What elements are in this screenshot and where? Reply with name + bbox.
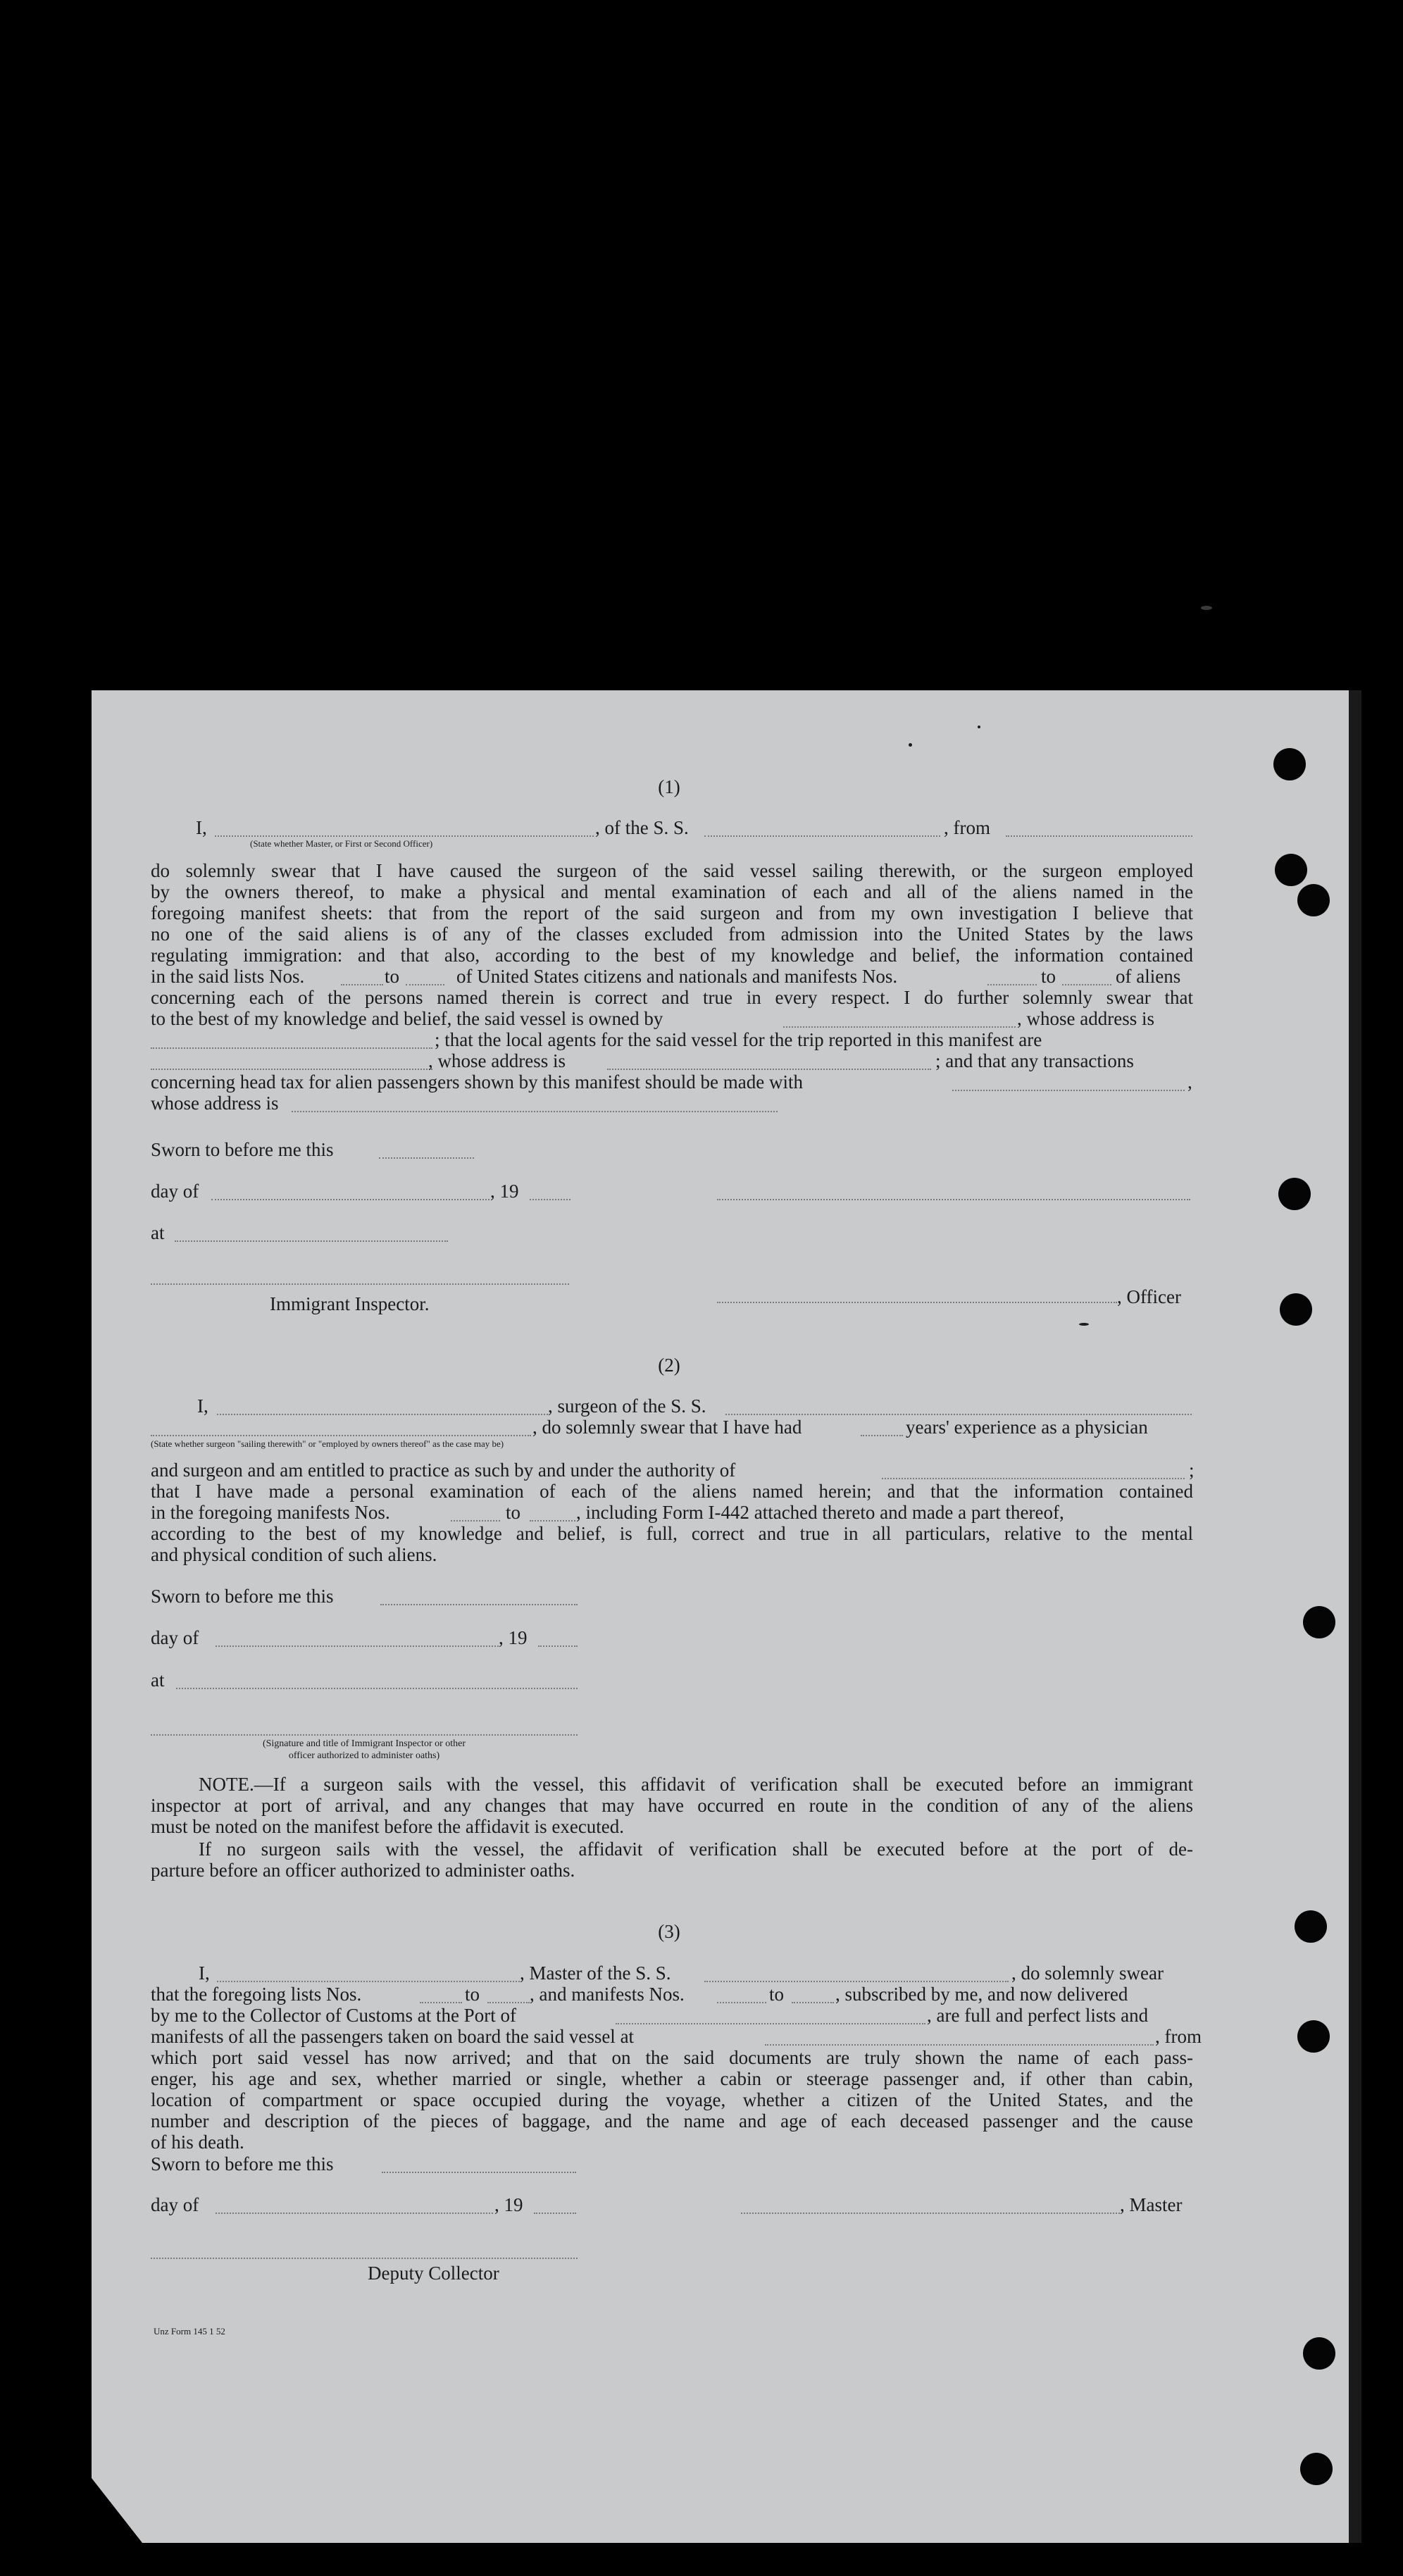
s3-year-label: , 19 (494, 2194, 523, 2215)
s2-manifest-from-field[interactable] (451, 1520, 500, 1522)
surgeon-status-field[interactable] (151, 1435, 531, 1436)
sheet-edge-shadow (1349, 690, 1361, 2543)
ink-speck (1201, 606, 1212, 610)
note2-line-1: If no surgeon sails with the vessel, the affidavit of verification shall be executed before at the port of de- (199, 1838, 1193, 1860)
lists-nos-to-field[interactable] (406, 984, 444, 985)
s1-i-label: I, (196, 817, 207, 838)
s3-manifests-a: manifests of all the passengers taken on board the said vessel at (151, 2026, 635, 2047)
s2-belief-line: according to the best of my knowledge and belief, is full, correct and true in all particulars, relative to the mental (151, 1523, 1193, 1544)
s2-year-field[interactable] (538, 1645, 578, 1647)
ink-speck (909, 743, 912, 747)
s2-day-of-label: day of (151, 1627, 199, 1648)
s3-month-field[interactable] (216, 2213, 493, 2214)
authority-field[interactable] (882, 1478, 1185, 1479)
signature-caption-2: officer authorized to administer oaths) (288, 1750, 440, 1761)
s3-sworn-day-field[interactable] (382, 2172, 576, 2173)
s2-signature-line[interactable] (151, 1734, 578, 1736)
s3-manifests-b: , from (1155, 2026, 1202, 2047)
s1-line-6b: to (385, 966, 400, 987)
signature-caption-1: (Signature and title of Immigrant Inspector or other (262, 1738, 466, 1749)
section-1-number: (1) (658, 776, 680, 797)
s2-exam-line: that I have made a personal examination of each of the aliens named herein; and that the information contained (151, 1481, 1193, 1502)
lists-nos-from-field[interactable] (341, 984, 383, 985)
s3-lists-from-field[interactable] (420, 2002, 462, 2003)
s3-master-of-label: , Master of the S. S. (520, 1962, 671, 1984)
punch-hole (1297, 2020, 1330, 2053)
port-of-embarkation-field[interactable] (765, 2044, 1154, 2046)
s2-manifest-to-field[interactable] (530, 1520, 575, 1522)
s1-year-label: , 19 (490, 1181, 519, 1202)
ink-speck (978, 726, 980, 728)
manifests-nos-from-field[interactable] (987, 984, 1037, 985)
note2-line-2: parture before an officer authorized to administer oaths. (151, 1860, 575, 1881)
s1-line-6d: to (1041, 966, 1056, 987)
s2-sworn-day-field[interactable] (380, 1604, 578, 1605)
s1-line-6c: of United States citizens and nationals and manifests Nos. (456, 966, 898, 987)
s1-line-12: whose address is (151, 1093, 279, 1114)
ink-speck (1079, 1323, 1089, 1326)
s3-manifests-to-field[interactable] (792, 2002, 834, 2003)
s3-collector-a: by me to the Collector of Customs at the Port of (151, 2005, 516, 2026)
agents-address-field[interactable] (607, 1069, 931, 1070)
form-number: Unz Form 145 1 52 (154, 2326, 225, 2337)
s1-line-6a: in the said lists Nos. (151, 966, 305, 987)
s2-nos-label-c: , including Form I-442 attached thereto and made a part thereof, (576, 1502, 1064, 1523)
s1-inspector-label: Immigrant Inspector. (270, 1293, 430, 1314)
s1-line-11a: concerning head tax for alien passengers shown by this manifest should be made with (151, 1071, 804, 1093)
s3-line-2: enger, his age and sex, whether married or single, whether a cabin or steerage passenger and, if other than cabin, (151, 2068, 1193, 2089)
s3-lists-c: , and manifests Nos. (530, 1984, 685, 2005)
note-line-2: inspector at port of arrival, and any changes that may have occurred en route in the condition of any of the aliens (151, 1795, 1193, 1816)
s1-officer-label: , Officer (1117, 1286, 1181, 1307)
s2-surgeon-of-label: , surgeon of the S. S. (548, 1395, 706, 1417)
s1-line-8b: , whose address is (1017, 1008, 1154, 1029)
punch-hole (1300, 2453, 1333, 2485)
punch-hole (1275, 854, 1307, 886)
head-tax-contact-field[interactable] (952, 1090, 1185, 1091)
punch-hole (1303, 1606, 1335, 1638)
s3-line-4: number and description of the pieces of baggage, and the name and age of each deceased passenger and the cause (151, 2110, 1193, 2132)
punch-hole (1303, 2337, 1335, 2370)
head-tax-address-field[interactable] (292, 1111, 778, 1112)
s1-at-place-field[interactable] (175, 1240, 448, 1242)
port-of-entry-field[interactable] (616, 2023, 925, 2024)
s1-at-label: at (151, 1222, 165, 1243)
officer-title-field[interactable] (215, 835, 594, 837)
s1-year-field[interactable] (530, 1199, 570, 1200)
local-agents-field[interactable] (151, 1069, 432, 1070)
s1-officer-name-line[interactable] (717, 1302, 1117, 1303)
section-3-number: (3) (658, 1921, 680, 1942)
s1-line-4: no one of the said aliens is of any of the classes excluded from admission into the United States by the laws (151, 923, 1193, 945)
s1-line-3: foregoing manifest sheets: that from the report of the said surgeon and from my own investigation I believe that (151, 902, 1193, 923)
s2-at-label: at (151, 1669, 165, 1691)
s3-lists-b: to (465, 1984, 480, 2005)
s2-swear-label: , do solemnly swear that I have had (532, 1417, 802, 1438)
s2-i-label: I, (197, 1395, 208, 1417)
vessel-name-field[interactable] (704, 835, 940, 837)
punch-hole (1297, 884, 1330, 916)
s2-years-label: years' experience as a physician (906, 1417, 1148, 1438)
s1-sworn-label: Sworn to before me this (151, 1139, 334, 1160)
s3-swear-label: , do solemnly swear (1011, 1962, 1164, 1984)
surgeon-name-field[interactable] (217, 1414, 548, 1415)
s1-line-8a: to the best of my knowledge and belief, the said vessel is owned by (151, 1008, 663, 1029)
s3-vessel-field[interactable] (704, 1981, 1009, 1982)
s1-line-5: regulating immigration: and that also, according to the best of my knowledge and belief, the information contained (151, 945, 1193, 966)
section-2-number: (2) (658, 1355, 680, 1376)
s1-from-label: , from (944, 817, 990, 838)
vessel-owner-field[interactable] (783, 1026, 1016, 1028)
s2-vessel-field[interactable] (725, 1414, 1192, 1415)
punch-hole (1278, 1178, 1311, 1210)
s1-line-7: concerning each of the persons named therein is correct and true in every respect. I do further solemnly swear that (151, 987, 1193, 1008)
s2-semicolon: ; (1189, 1460, 1195, 1481)
s1-line-6e: of aliens (1116, 966, 1181, 987)
s3-master-label: , Master (1120, 2194, 1183, 2215)
punch-hole (1273, 748, 1306, 780)
s1-line-10a: , whose address is (428, 1050, 566, 1071)
owner-address-field[interactable] (151, 1047, 432, 1049)
s1-line-2: by the owners thereof, to make a physical and mental examination of each and all of the aliens named in the (151, 881, 1193, 902)
note-line-3: must be noted on the manifest before the affidavit is executed. (151, 1816, 625, 1837)
punch-hole (1280, 1293, 1312, 1326)
s2-at-place-field[interactable] (176, 1688, 578, 1689)
s1-month-field[interactable] (211, 1199, 490, 1200)
s3-collector-b: , are full and perfect lists and (927, 2005, 1149, 2026)
s2-condition-line: and physical condition of such aliens. (151, 1544, 437, 1565)
s3-lists-e: , subscribed by me, and now delivered (835, 1984, 1128, 2005)
s1-sworn-day-field[interactable] (379, 1157, 474, 1159)
s3-line-3: location of compartment or space occupied during the voyage, whether a citizen of the United States, and the (151, 2089, 1193, 2110)
officer-caption: (State whether Master, or First or Second Officer) (250, 838, 433, 849)
s3-deputy-label: Deputy Collector (368, 2263, 499, 2284)
master-name-field[interactable] (217, 1981, 520, 1982)
s1-line-1: do solemnly swear that I have caused the surgeon of the said vessel sailing therewith, or the surgeon employed (151, 860, 1193, 881)
s3-year-field[interactable] (534, 2213, 576, 2214)
s3-line-1: which port said vessel has now arrived; and that on the said documents are truly shown the name of each pass- (151, 2047, 1193, 2068)
punch-hole (1295, 1910, 1327, 1943)
s3-manifests-from-field[interactable] (717, 2002, 766, 2003)
s2-year-label: , 19 (499, 1627, 528, 1648)
s3-collector-signature-line[interactable] (151, 2258, 578, 2259)
s1-officer-signature-line[interactable] (717, 1199, 1190, 1200)
s3-lists-a: that the foregoing lists Nos. (151, 1984, 362, 2005)
s3-day-of-label: day of (151, 2194, 199, 2215)
s1-line-11b: , (1187, 1071, 1192, 1093)
s2-month-field[interactable] (216, 1645, 499, 1647)
s2-authority-label: and surgeon and am entitled to practice as such by and under the authority of (151, 1460, 736, 1481)
s3-sworn-label: Sworn to before me this (151, 2153, 334, 2174)
s1-line-9: ; that the local agents for the said vessel for the trip reported in this manifest are (435, 1029, 1042, 1050)
surgeon-status-caption: (State whether surgeon "sailing therewith" or "employed by owners thereof" as the case may be) (151, 1438, 504, 1449)
s1-day-of-label: day of (151, 1181, 199, 1202)
s3-i-label: I, (199, 1962, 210, 1984)
s1-line-10b: ; and that any transactions (935, 1050, 1134, 1071)
from-port-field[interactable] (1006, 835, 1192, 837)
years-experience-field[interactable] (861, 1435, 903, 1436)
s3-master-signature-line[interactable] (741, 2213, 1120, 2214)
manifests-nos-to-field[interactable] (1062, 984, 1111, 985)
s1-inspector-signature-line[interactable] (151, 1283, 569, 1285)
s2-nos-label-b: to (506, 1502, 521, 1523)
s3-lists-to-field[interactable] (487, 2002, 530, 2003)
s3-lists-d: to (769, 1984, 785, 2005)
s3-last-line: of his death. (151, 2132, 244, 2153)
s2-nos-label-a: in the foregoing manifests Nos. (151, 1502, 390, 1523)
s1-of-ss-label: , of the S. S. (595, 817, 689, 838)
s2-sworn-label: Sworn to before me this (151, 1586, 334, 1607)
note-line-1: NOTE.—If a surgeon sails with the vessel, this affidavit of verification shall be executed before an immigrant (199, 1774, 1193, 1795)
